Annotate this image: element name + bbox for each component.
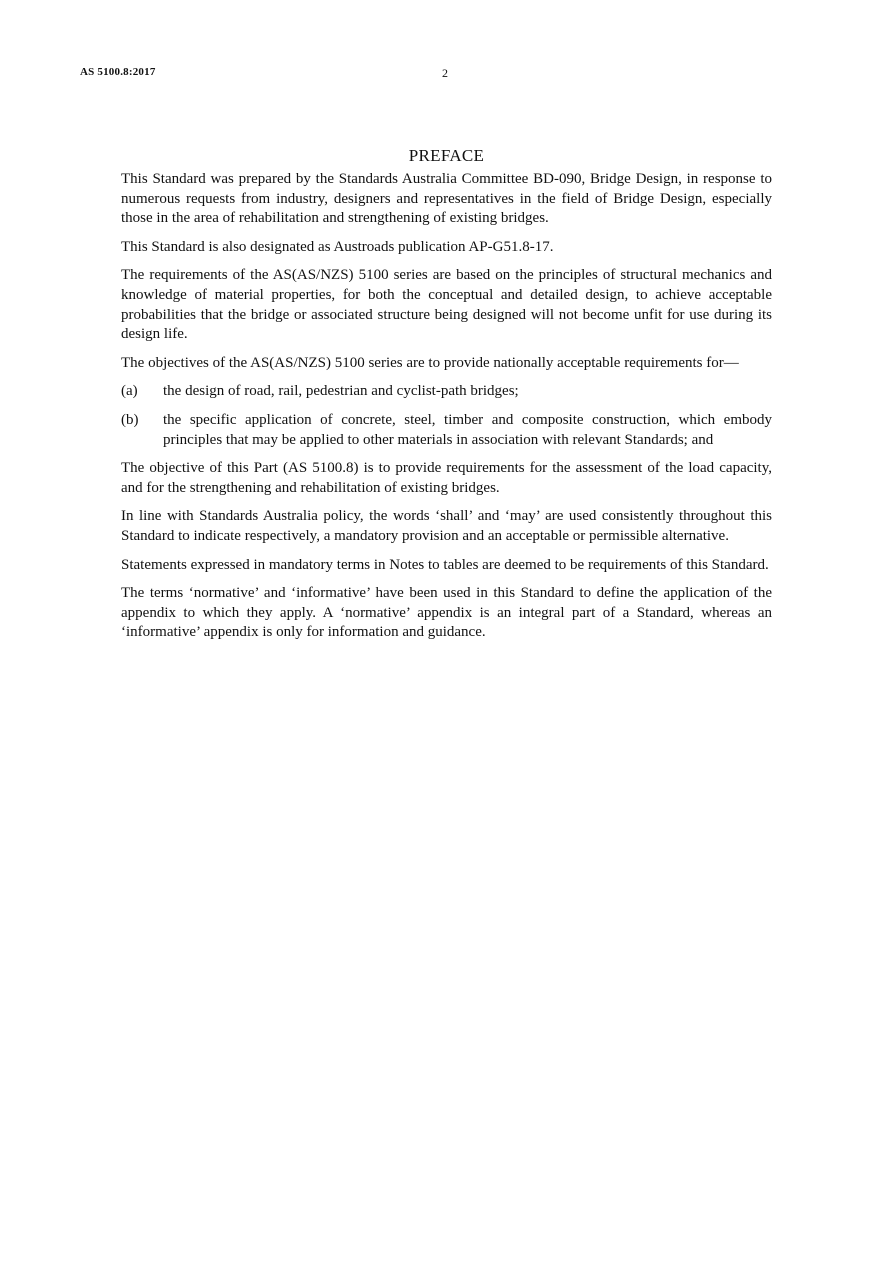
paragraph: In line with Standards Australia policy, the words ‘shall’ and ‘may’ are used consistently throughout this Standard to indicate respectively, a mandatory provision and an acceptable or permissible alternative. [121, 508, 772, 544]
paragraph: The objectives of the AS(AS/NZS) 5100 series are to provide nationally acceptable requirements for— [121, 354, 739, 371]
list-marker: (b) [121, 411, 139, 428]
paragraph: This Standard is also designated as Austroads publication AP-G51.8-17. [121, 238, 554, 255]
section-title: PREFACE [408, 146, 485, 165]
paragraph: This Standard was prepared by the Standards Australia Committee BD-090, Bridge Design, in response to numerous requests from industry, designers and representatives in the field of Bridge Design, especially those in the area of rehabilitation and strengthening of existing bridges. [121, 171, 772, 227]
list-item-text: the design of road, rail, pedestrian and cyclist-path bridges; [163, 383, 519, 400]
page-number: 2 [442, 66, 448, 80]
list-item [121, 382, 772, 402]
list-item-text: the specific application of concrete, steel, timber and composite construction, which embody principles that may be applied to other materials in association with relevant Standards; and [163, 411, 772, 448]
paragraph: The objective of this Part (AS 5100.8) is to provide requirements for the assessment of the load capacity, and for the strengthening and rehabilitation of existing bridges. [121, 460, 772, 496]
preface-section [121, 146, 772, 652]
paragraph: The requirements of the AS(AS/NZS) 5100 series are based on the principles of structural mechanics and knowledge of material properties, for both the conceptual and detailed design, to achieve acceptable probabilities that the bridge or associated structure being designed will not become unfit for use during its design life. [121, 267, 772, 343]
document-id: AS 5100.8:2017 [80, 66, 156, 78]
list-item [121, 411, 772, 450]
running-header [80, 66, 812, 84]
list-marker: (a) [121, 383, 138, 400]
paragraph: The terms ‘normative’ and ‘informative’ have been used in this Standard to define the application of the appendix to which they apply. A ‘normative’ appendix is an integral part of a Standard, whereas an ‘informative’ appendix is only for information and guidance. [121, 585, 772, 641]
paragraph: Statements expressed in mandatory terms in Notes to tables are deemed to be requirements of this Standard. [121, 556, 769, 573]
